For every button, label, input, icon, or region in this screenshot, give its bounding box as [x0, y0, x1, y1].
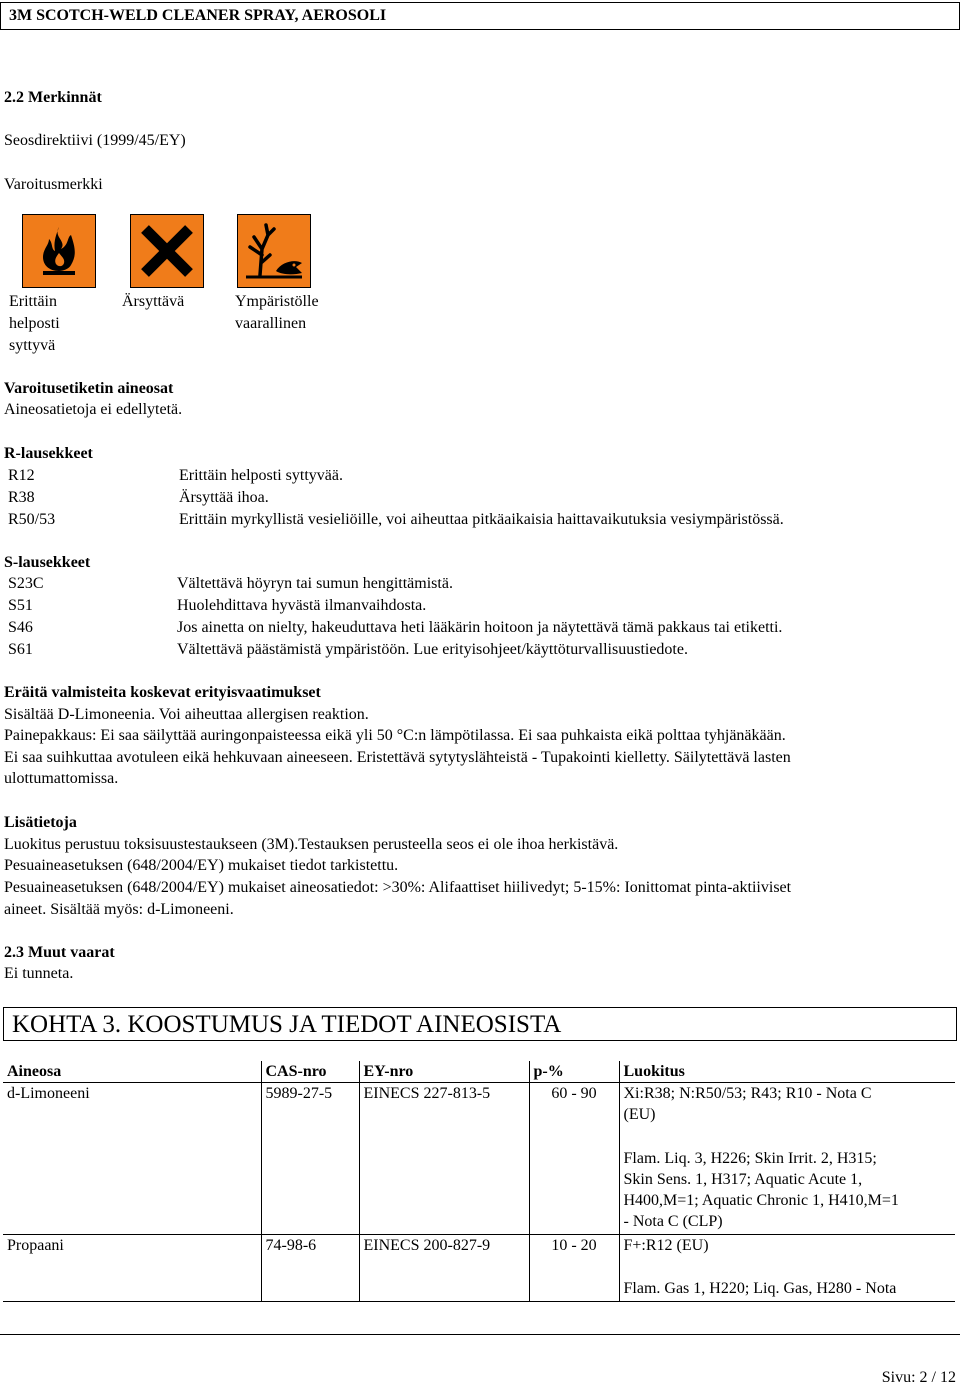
product-name: 3M SCOTCH-WELD CLEANER SPRAY, AEROSOLI — [9, 7, 387, 24]
special-requirements-line: Ei saa suihkuttaa avotuleen eikä hehkuvaan aineeseen. Eristettävä sytytyslähteistä - Tupakointi kielletty. Säilytettävä lasten — [4, 749, 791, 766]
r-phrase-code: R38 — [8, 489, 35, 506]
ingredient-name: Propaani — [3, 1235, 261, 1302]
page-total: 12 — [940, 1369, 956, 1386]
classification-line: F+:R12 (EU) — [623, 1237, 709, 1254]
classification-line: Xi:R38; N:R50/53; R43; R10 - Nota C — [623, 1085, 872, 1102]
r-phrases-heading: R-lausekkeet — [4, 445, 93, 462]
classification-line: Flam. Liq. 3, H226; Skin Irrit. 2, H315; — [623, 1150, 877, 1167]
warning-symbols-label: Varoitusmerkki — [4, 176, 103, 193]
special-requirements-heading: Eräitä valmisteita koskevat erityisvaatimukset — [4, 684, 321, 701]
page-number: 2 — [919, 1369, 928, 1386]
section-2-2-title: 2.2 Merkinnät — [4, 89, 102, 106]
s-phrase-code: S51 — [8, 597, 33, 614]
s-phrase-code: S23C — [8, 575, 44, 592]
section-3-header — [3, 1007, 957, 1041]
s-phrase-text: Vältettävä höyryn tai sumun hengittämistä. — [177, 575, 453, 592]
s-phrase-code: S61 — [8, 641, 33, 658]
additional-info-line: Pesuaineasetuksen (648/2004/EY) mukaiset aineosatiedot: >30%: Alifaattiset hiilivedyt; 5-15%: Ionittomat pinta-aktiiviset — [4, 879, 792, 896]
s-phrases-heading: S-lausekkeet — [4, 554, 91, 571]
page-indicator — [882, 1368, 956, 1388]
directive-label: Seosdirektiivi (1999/45/EY) — [4, 132, 186, 149]
dead-tree-fish-icon — [237, 214, 311, 288]
classification-line: H400,M=1; Aquatic Chronic 1, H410,M=1 — [623, 1192, 899, 1209]
special-requirements-line: Sisältää D-Limoneenia. Voi aiheuttaa allergisen reaktion. — [4, 706, 369, 723]
section-3-title: KOHTA 3. KOOSTUMUS JA TIEDOT AINEOSISTA — [12, 1011, 562, 1038]
classification-line: Skin Sens. 1, H317; Aquatic Acute 1, — [623, 1171, 863, 1188]
column-header: Luokitus — [619, 1061, 955, 1083]
r-phrase-text: Erittäin myrkyllistä vesieliöille, voi aiheuttaa pitkäaikaisia haittavaikutuksia vesiympäristössä. — [179, 511, 784, 528]
label-ingredients-heading: Varoitusetiketin aineosat — [4, 380, 174, 397]
column-header: CAS-nro — [261, 1061, 359, 1083]
column-header: p-% — [529, 1061, 619, 1083]
percentage: 60 - 90 — [529, 1083, 619, 1235]
additional-info-heading: Lisätietoja — [4, 814, 77, 831]
special-requirements-line: ulottumattomissa. — [4, 770, 119, 787]
ec-number: EINECS 227-813-5 — [359, 1083, 529, 1235]
flame-icon — [22, 214, 96, 288]
r-phrase-code: R50/53 — [8, 511, 56, 528]
additional-info-line: aineet. Sisältää myös: d-Limoneeni. — [4, 901, 234, 918]
label-ingredients-text: Aineosatietoja ei edellytetä. — [4, 401, 183, 418]
classification-line: Flam. Gas 1, H220; Liq. Gas, H280 - Nota — [623, 1280, 897, 1297]
additional-info-line: Pesuaineasetuksen (648/2004/EY) mukaiset tiedot tarkistettu. — [4, 857, 399, 874]
section-2-3-text: Ei tunneta. — [4, 965, 74, 982]
s-phrase-code: S46 — [8, 619, 33, 636]
pictogram-label-env-2: vaarallinen — [235, 315, 307, 332]
section-2-3-title: 2.3 Muut vaarat — [4, 944, 115, 961]
table-row — [3, 1083, 955, 1235]
additional-info-line: Luokitus perustuu toksisuustestaukseen (3M).Testauksen perusteella seos ei ole ihoa herkistävä. — [4, 836, 619, 853]
s-phrase-text: Jos ainetta on nielty, hakeuduttava heti lääkärin hoitoon ja näytettävä tämä pakkaus tai etiketti. — [177, 619, 783, 636]
classification-line: (EU) — [623, 1106, 656, 1123]
r-phrase-text: Erittäin helposti syttyvää. — [179, 467, 343, 484]
s-phrase-text: Vältettävä päästämistä ympäristöön. Lue erityisohjeet/käyttöturvallisuustiedote. — [177, 641, 688, 658]
percentage: 10 - 20 — [529, 1235, 619, 1302]
composition-table — [3, 1061, 955, 1302]
table-row — [3, 1235, 955, 1302]
special-requirements-line: Painepakkaus: Ei saa säilyttää auringonpaisteessa eikä yli 50 °C:n lämpötilassa. Ei saa puhkaista eikä polttaa tyhjänäkään. — [4, 727, 786, 744]
ingredient-name: d-Limoneeni — [3, 1083, 261, 1235]
r-phrase-code: R12 — [8, 467, 35, 484]
cas-number: 74-98-6 — [261, 1235, 359, 1302]
pictogram-label-flammable-3: syttyvä — [9, 337, 56, 354]
r-phrase-text: Ärsyttää ihoa. — [179, 489, 269, 506]
x-cross-icon — [130, 214, 204, 288]
column-header: Aineosa — [3, 1061, 261, 1083]
column-header: EY-nro — [359, 1061, 529, 1083]
pictogram-label-irritant: Ärsyttävä — [122, 293, 185, 310]
cas-number: 5989-27-5 — [261, 1083, 359, 1235]
page-label: Sivu: — [881, 1369, 916, 1386]
footer-divider — [0, 1334, 960, 1335]
classification — [619, 1083, 955, 1235]
document-header — [0, 2, 960, 30]
s-phrase-text: Huolehdittava hyvästä ilmanvaihdosta. — [177, 597, 427, 614]
table-header-row — [3, 1061, 955, 1083]
page-separator: / — [931, 1369, 936, 1386]
classification-line: - Nota C (CLP) — [623, 1213, 723, 1230]
pictogram-label-flammable-2: helposti — [9, 315, 60, 332]
pictogram-label-flammable-1: Erittäin — [9, 293, 57, 310]
ec-number: EINECS 200-827-9 — [359, 1235, 529, 1302]
classification — [619, 1235, 955, 1302]
pictogram-label-env-1: Ympäristölle — [235, 293, 319, 310]
